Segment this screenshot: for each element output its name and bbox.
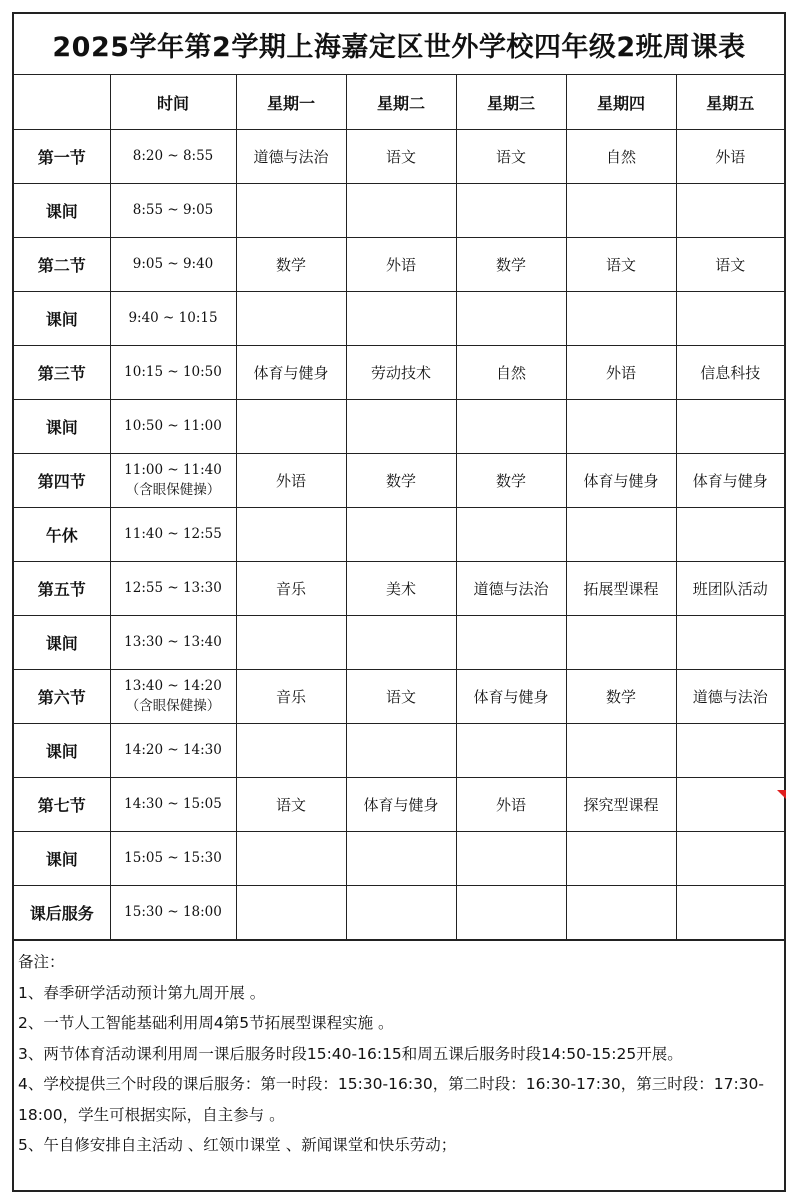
table-row <box>14 724 784 778</box>
subject-cell: 外语 <box>566 346 676 400</box>
time-range: 11:00 ~ 11:40 <box>124 461 222 478</box>
time-cell <box>110 130 236 184</box>
time-cell <box>110 454 236 508</box>
subject-cell <box>236 508 346 562</box>
subject-cell <box>566 292 676 346</box>
subject-cell: 外语 <box>346 238 456 292</box>
subject-cell: 语文 <box>456 130 566 184</box>
time-range: 13:30 ~ 13:40 <box>124 633 222 650</box>
time-range: 13:40 ~ 14:20 <box>124 677 222 694</box>
header-cell-thursday: 星期四 <box>566 75 676 130</box>
period-cell: 课间 <box>14 724 110 778</box>
subject-cell <box>676 886 784 940</box>
time-cell <box>110 832 236 886</box>
subject-cell: 语文 <box>236 778 346 832</box>
subject-cell: 语文 <box>566 238 676 292</box>
period-cell: 课间 <box>14 184 110 238</box>
subject-cell: 美术 <box>346 562 456 616</box>
time-cell <box>110 508 236 562</box>
header-cell-blank <box>14 75 110 130</box>
subject-cell <box>676 292 784 346</box>
subject-cell <box>676 508 784 562</box>
time-cell <box>110 778 236 832</box>
subject-cell: 道德与法治 <box>676 670 784 724</box>
time-range: 11:40 ~ 12:55 <box>124 525 222 542</box>
comment-marker <box>777 790 786 799</box>
subject-cell: 自然 <box>456 346 566 400</box>
time-cell <box>110 292 236 346</box>
subject-cell: 体育与健身 <box>676 454 784 508</box>
subject-cell: 道德与法治 <box>456 562 566 616</box>
timetable-sheet <box>12 12 786 1192</box>
subject-cell <box>566 886 676 940</box>
subject-cell: 音乐 <box>236 670 346 724</box>
subject-cell <box>346 886 456 940</box>
subject-cell: 体育与健身 <box>236 346 346 400</box>
subject-cell: 道德与法治 <box>236 130 346 184</box>
subject-cell: 数学 <box>456 454 566 508</box>
table-row <box>14 778 784 832</box>
subject-cell: 语文 <box>346 670 456 724</box>
period-cell: 第四节 <box>14 454 110 508</box>
time-range: 15:30 ~ 18:00 <box>124 903 222 920</box>
subject-cell <box>566 400 676 454</box>
subject-cell: 数学 <box>456 238 566 292</box>
header-cell-time: 时间 <box>110 75 236 130</box>
note-line: 4、学校提供三个时段的课后服务：第一时段：15:30-16:30，第二时段：16:30-17:30，第三时段：17:30-18:00，学生可根据实际，自主参与 。 <box>18 1075 764 1124</box>
notes-section <box>14 940 784 1161</box>
time-range: 15:05 ~ 15:30 <box>124 849 222 866</box>
table-row <box>14 886 784 940</box>
subject-cell <box>566 184 676 238</box>
time-note: （含眼保健操） <box>125 481 221 498</box>
period-cell: 第六节 <box>14 670 110 724</box>
table-row <box>14 454 784 508</box>
subject-cell <box>236 616 346 670</box>
subject-cell <box>236 886 346 940</box>
table-row <box>14 346 784 400</box>
time-range: 14:20 ~ 14:30 <box>124 741 222 758</box>
table-row <box>14 508 784 562</box>
period-cell: 课间 <box>14 292 110 346</box>
subject-cell <box>566 508 676 562</box>
table-row <box>14 292 784 346</box>
subject-cell <box>456 508 566 562</box>
subject-cell: 劳动技术 <box>346 346 456 400</box>
subject-cell: 自然 <box>566 130 676 184</box>
subject-cell <box>236 400 346 454</box>
period-cell: 第七节 <box>14 778 110 832</box>
subject-cell <box>346 292 456 346</box>
subject-cell <box>236 832 346 886</box>
subject-cell <box>236 184 346 238</box>
time-cell <box>110 670 236 724</box>
subject-cell <box>676 400 784 454</box>
subject-cell: 音乐 <box>236 562 346 616</box>
table-row <box>14 238 784 292</box>
subject-cell <box>456 400 566 454</box>
subject-cell <box>236 724 346 778</box>
notes-heading: 备注： <box>18 953 65 971</box>
subject-cell <box>346 400 456 454</box>
subject-cell: 探究型课程 <box>566 778 676 832</box>
time-cell <box>110 562 236 616</box>
subject-cell: 外语 <box>456 778 566 832</box>
subject-cell <box>346 832 456 886</box>
timetable <box>14 75 784 940</box>
subject-cell <box>456 724 566 778</box>
subject-cell <box>676 778 784 832</box>
time-range: 9:40 ~ 10:15 <box>128 309 218 326</box>
time-cell <box>110 400 236 454</box>
period-cell: 第一节 <box>14 130 110 184</box>
time-cell <box>110 184 236 238</box>
header-row <box>14 75 784 130</box>
note-line: 2、一节人工智能基础利用周4第5节拓展型课程实施 。 <box>18 1014 394 1032</box>
time-range: 10:50 ~ 11:00 <box>124 417 222 434</box>
time-range: 9:05 ~ 9:40 <box>132 255 214 272</box>
table-row <box>14 400 784 454</box>
period-cell: 课间 <box>14 400 110 454</box>
subject-cell <box>456 184 566 238</box>
subject-cell: 信息科技 <box>676 346 784 400</box>
subject-cell: 语文 <box>676 238 784 292</box>
time-note: （含眼保健操） <box>125 697 221 714</box>
table-row <box>14 562 784 616</box>
header-cell-wednesday: 星期三 <box>456 75 566 130</box>
subject-cell <box>346 616 456 670</box>
time-cell <box>110 616 236 670</box>
subject-cell: 体育与健身 <box>456 670 566 724</box>
subject-cell: 语文 <box>346 130 456 184</box>
subject-cell: 数学 <box>236 238 346 292</box>
subject-cell: 数学 <box>346 454 456 508</box>
time-range: 12:55 ~ 13:30 <box>124 579 222 596</box>
subject-cell: 体育与健身 <box>346 778 456 832</box>
subject-cell <box>456 616 566 670</box>
subject-cell <box>346 508 456 562</box>
period-cell: 第三节 <box>14 346 110 400</box>
note-line: 3、两节体育活动课利用周一课后服务时段15:40-16:15和周五课后服务时段14:50-15:25开展。 <box>18 1044 683 1063</box>
subject-cell <box>676 184 784 238</box>
header-cell-monday: 星期一 <box>236 75 346 130</box>
note-line: 1、春季研学活动预计第九周开展 。 <box>18 983 266 1002</box>
time-range: 8:20 ~ 8:55 <box>132 147 214 164</box>
subject-cell <box>456 886 566 940</box>
subject-cell: 拓展型课程 <box>566 562 676 616</box>
table-row <box>14 832 784 886</box>
note-line: 5、午自修安排自主活动 、红领巾课堂 、新闻课堂和快乐劳动； <box>18 1136 457 1154</box>
time-range: 10:15 ~ 10:50 <box>124 363 222 380</box>
subject-cell: 体育与健身 <box>566 454 676 508</box>
table-row <box>14 616 784 670</box>
time-cell <box>110 886 236 940</box>
subject-cell <box>456 292 566 346</box>
subject-cell <box>566 616 676 670</box>
period-cell: 午休 <box>14 508 110 562</box>
subject-cell <box>676 616 784 670</box>
table-row <box>14 184 784 238</box>
subject-cell: 班团队活动 <box>676 562 784 616</box>
time-cell <box>110 346 236 400</box>
table-row <box>14 670 784 724</box>
period-cell: 第五节 <box>14 562 110 616</box>
period-cell: 第二节 <box>14 238 110 292</box>
subject-cell: 外语 <box>676 130 784 184</box>
table-row <box>14 130 784 184</box>
period-cell: 课后服务 <box>14 886 110 940</box>
subject-cell <box>346 184 456 238</box>
header-cell-tuesday: 星期二 <box>346 75 456 130</box>
subject-cell <box>346 724 456 778</box>
subject-cell <box>676 832 784 886</box>
subject-cell: 外语 <box>236 454 346 508</box>
time-range: 14:30 ~ 15:05 <box>124 795 222 812</box>
subject-cell <box>566 832 676 886</box>
subject-cell <box>456 832 566 886</box>
time-range: 8:55 ~ 9:05 <box>132 201 214 218</box>
period-cell: 课间 <box>14 616 110 670</box>
page-title: 2025学年第2学期上海嘉定区世外学校四年级2班周课表 <box>14 14 784 75</box>
period-cell: 课间 <box>14 832 110 886</box>
subject-cell <box>566 724 676 778</box>
subject-cell <box>676 724 784 778</box>
subject-cell: 数学 <box>566 670 676 724</box>
header-cell-friday: 星期五 <box>676 75 784 130</box>
time-cell <box>110 238 236 292</box>
time-cell <box>110 724 236 778</box>
subject-cell <box>236 292 346 346</box>
